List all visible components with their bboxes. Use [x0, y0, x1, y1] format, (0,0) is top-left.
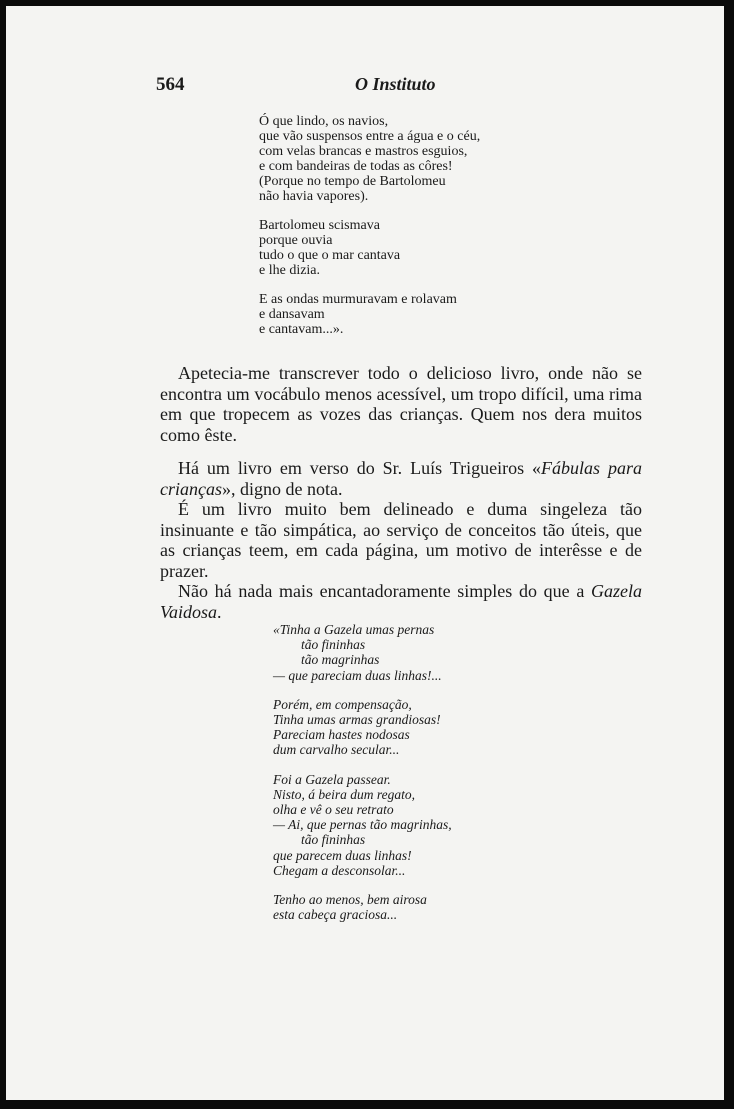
poem-line: Pareciam hastes nodosas: [273, 727, 410, 743]
poem-gazela: [273, 622, 452, 936]
poem-stanza: [273, 892, 452, 922]
book-title: Fábulas para crianças: [160, 458, 643, 499]
poem-line: Bartolomeu scismava: [259, 218, 380, 233]
poem-line: porque ouvia: [259, 233, 333, 248]
poem-stanza: [273, 622, 452, 683]
text-run: .: [217, 601, 222, 622]
poem-line: e dansavam: [259, 307, 325, 322]
poem-stanza: [259, 114, 480, 204]
poem-line: dum carvalho secular...: [273, 742, 400, 758]
paragraph-delineado: É um livro muito bem delineado e duma singeleza tão insinuante e tão simpática, ao serviço de conceitos tão úteis, que as crianças teem, em cada página, um motivo de interêsse e de prazer.: [160, 499, 642, 581]
poem-line: tão fininhas: [301, 637, 366, 653]
poem-stanza: [273, 697, 452, 758]
poem-line: e com bandeiras de todas as côres!: [259, 159, 453, 174]
poem-stanza: [273, 772, 452, 878]
poem-line: com velas brancas e mastros esguios,: [259, 144, 468, 159]
poem-line: que vão suspensos entre a água e o céu,: [259, 129, 481, 144]
poem-line: tão fininhas: [301, 832, 366, 848]
poem-line: tão magrinhas: [301, 652, 380, 668]
prose-paragraph-1: [160, 363, 642, 445]
poem-line: olha e vê o seu retrato: [273, 802, 394, 818]
poem-line: Foi a Gazela passear.: [273, 771, 391, 787]
poem-line: tudo o que o mar cantava: [259, 248, 401, 263]
poem-line: — Ai, que pernas tão magrinhas,: [273, 817, 452, 833]
poem-line: — que pareciam duas linhas!...: [273, 667, 442, 683]
paragraph-gazela: [160, 581, 642, 622]
poem-line: (Porque no tempo de Bartolomeu: [259, 174, 446, 189]
poem-line: esta cabeça graciosa...: [273, 907, 398, 923]
paragraph-text: Apetecia-me transcrever todo o delicioso livro, onde não se encontra um vocábulo menos acessível, um tropo difícil, uma rima em que tropecem as vozes das crianças. Quem nos dera muitos como êste.: [160, 363, 642, 445]
text-run: Há um livro em verso do Sr. Luís Trigueiros «: [178, 458, 542, 478]
running-title: O Instituto: [355, 74, 436, 94]
poem-bartolomeu: [259, 114, 480, 351]
text-run: », digno de nota.: [222, 478, 343, 499]
poem-line: não havia vapores).: [259, 189, 369, 204]
poem-line: Tenho ao menos, bem airosa: [273, 892, 427, 908]
poem-line: «Tinha a Gazela umas pernas: [273, 622, 435, 637]
fable-title: Gazela Vaidosa: [160, 581, 642, 622]
poem-stanza: [259, 218, 480, 278]
page-number: 564: [156, 74, 185, 95]
text-run: Não há nada mais encantadoramente simples do que a: [178, 581, 591, 601]
poem-line: que parecem duas linhas!: [273, 847, 412, 863]
running-header: [6, 74, 724, 98]
poem-line: E as ondas murmuravam e rolavam: [259, 292, 457, 307]
poem-line: Ó que lindo, os navios,: [259, 114, 389, 129]
poem-stanza: [259, 292, 480, 337]
paragraph-livro: [160, 458, 642, 499]
poem-line: e lhe dizia.: [259, 263, 321, 278]
poem-line: Chegam a desconsolar...: [273, 862, 406, 878]
book-page: [6, 6, 724, 1100]
poem-line: e cantavam...».: [259, 322, 344, 337]
poem-line: Tinha umas armas grandiosas!: [273, 712, 441, 728]
poem-line: Porém, em compensação,: [273, 696, 412, 712]
prose-paragraph-2: [160, 458, 642, 622]
poem-line: Nisto, á beira dum regato,: [273, 786, 416, 802]
